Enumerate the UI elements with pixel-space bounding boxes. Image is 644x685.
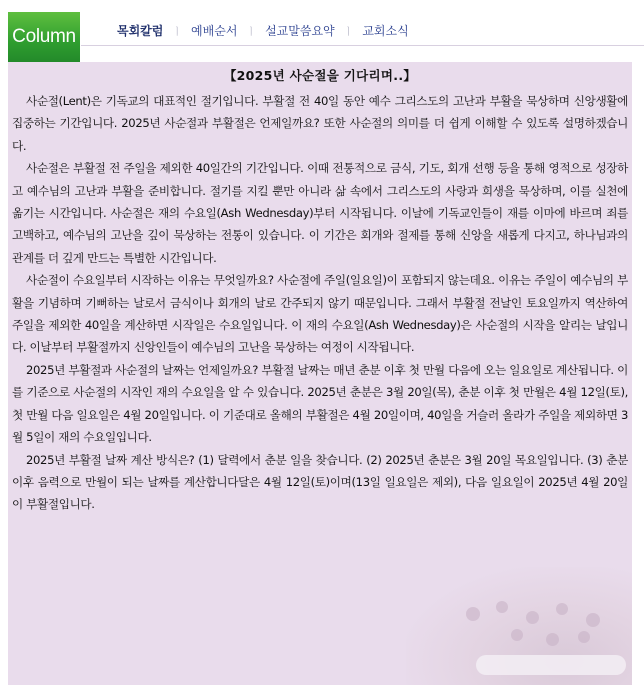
nav-separator: ㅣ [343, 27, 354, 38]
photo-figure [586, 613, 600, 627]
photo-figure [556, 603, 568, 615]
article-paragraph: 사순절(Lent)은 기독교의 대표적인 절기입니다. 부활절 전 40일 동안 예수 그리스도의 고난과 부활을 묵상하며 신앙생활에 집중하는 기간입니다. 2025년 사순절과 부활절은 언제일까요? 또한 사순절의 의미를 더 쉽게 이해할 수 있도록 설명하겠습니다. [12, 94, 628, 153]
top-nav [117, 22, 409, 39]
photo-figure [526, 611, 539, 624]
header-divider [81, 45, 644, 46]
nav-item-sermon-summary[interactable]: 설교말씀요약 [265, 24, 335, 38]
article-paragraph: 사순절이 수요일부터 시작하는 이유는 무엇일까요? 사순절에 주일(일요일)이 포함되지 않는데요. 이유는 주일이 예수님의 부활을 기념하며 기뻐하는 날로서 금식이나 회개의 날로 간주되지 않기 때문입니다. 그래서 부활절 전날인 토요일까지 역산하여 주일을 제외한 40일을 계산하면 시작일은 수요일입니다. 이 재의 수요일(Ash Wednesday)은 사순절의 시작을 알리는 날입니다. 이날부터 부활절까지 신앙인들이 예수님의 고난을 묵상하는 여정이 시작됩니다. [12, 273, 628, 355]
photo-figure [511, 629, 523, 641]
article-body [12, 90, 628, 516]
article-paragraph: 2025년 부활절과 사순절의 날짜는 언제일까요? 부활절 날짜는 매년 춘분 이후 첫 만월 다음에 오는 일요일로 계산됩니다. 이를 기준으로 사순절의 시작인 재의 수요일을 알 수 있습니다. 2025년 춘분은 3월 20일(목), 춘분 이후 첫 만월은 4월 12일(토), 첫 만월 다음 일요일은 4월 20일입니다. 이 기준대로 올해의 부활절은 4월 20일이며, 40일을 거슬러 올라가 주일을 제외하면 3월 5일이 재의 수요일입니다. [12, 362, 628, 445]
page-header [0, 0, 644, 64]
faded-group-photo [406, 567, 632, 685]
article-panel [8, 62, 632, 685]
photo-figure [578, 631, 590, 643]
nav-separator: ㅣ [246, 27, 257, 38]
nav-separator: ㅣ [172, 27, 183, 38]
nav-item-church-news[interactable]: 교회소식 [362, 24, 409, 38]
logo-label: Column [12, 26, 76, 47]
nav-item-worship-order[interactable]: 예배순서 [191, 24, 238, 38]
photo-banner [476, 655, 626, 675]
photo-figure [466, 607, 480, 621]
article-paragraph: 2025년 부활절 날짜 계산 방식은? (1) 달력에서 춘분 일을 찾습니다. (2) 2025년 춘분은 3월 20일 목요일입니다. (3) 춘분 이후 음력으로 만월이 되는 날짜를 계산합니다달은 4월 12일(토)이며(13일 일요일은 제외), 다음 일요일이 2025년 4월 20일이 부활절입니다. [12, 452, 628, 512]
photo-figure [496, 601, 508, 613]
nav-item-pastor-column[interactable]: 목회칼럼 [117, 24, 164, 38]
photo-figure [546, 633, 559, 646]
article-paragraph: 사순절은 부활절 전 주일을 제외한 40일간의 기간입니다. 이때 전통적으로 금식, 기도, 회개 선행 등을 통해 영적으로 성장하고 예수님의 고난과 부활을 준비합니다. 절기를 지킬 뿐만 아니라 삶 속에서 그리스도의 사랑과 희생을 묵상하며, 이를 실천에 옮기는 시간입니다. 사순절은 재의 수요일(Ash Wednesday)부터 시작됩니다. 이날에 기독교인들이 재를 이마에 바르며 죄를 고백하고, 예수님의 고난을 깊이 묵상하는 전통이 있습니다. 이 기간은 회개와 절제를 통해 신앙을 새롭게 다지고, 하나님과의 관계를 더 깊게 만드는 특별한 시간입니다. [12, 161, 628, 265]
column-logo [8, 12, 80, 62]
article-title: 【2025년 사순절을 기다리며..】 [223, 68, 417, 83]
